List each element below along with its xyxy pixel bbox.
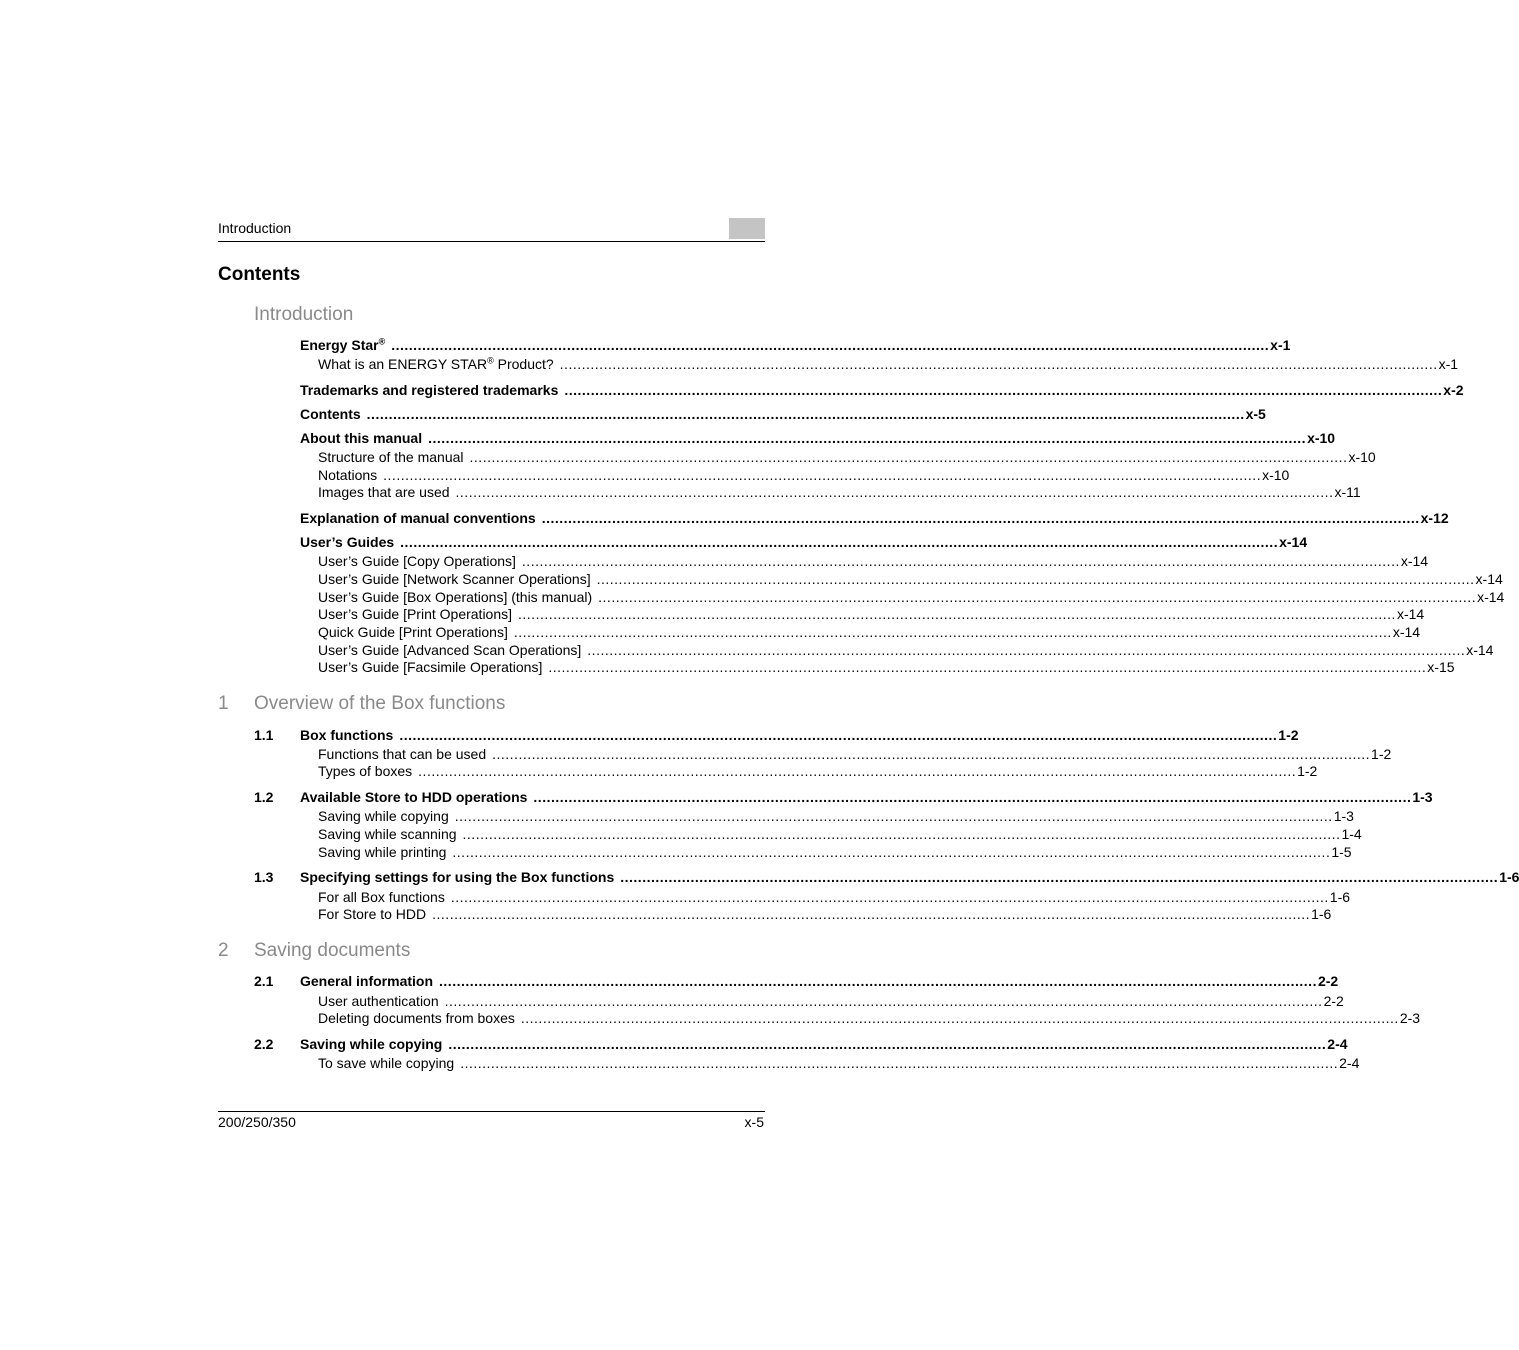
dot-leader: ........................................................................................................................................................................................................: [598, 589, 1477, 605]
dot-leader: ........................................................................................................................................................................................................: [444, 993, 1323, 1009]
toc-entry[interactable]: [318, 605, 1425, 623]
dot-leader: ........................................................................................................................................................................................................: [454, 808, 1333, 824]
dot-leader: ........................................................................................................................................................................................................: [620, 869, 1499, 885]
toc-label: What is an ENERGY STAR® Product?: [318, 355, 554, 372]
toc-page: x-10: [1262, 467, 1290, 483]
toc-entry[interactable]: [318, 843, 1352, 861]
chapter-title: Overview of the Box functions: [254, 693, 506, 714]
toc-entry[interactable]: [318, 641, 1494, 659]
toc-page: x-14: [1392, 624, 1421, 640]
section-number: 1.2: [254, 789, 274, 805]
dot-leader: ........................................................................................................................................................................................................: [391, 337, 1270, 353]
dot-leader: ........................................................................................................................................................................................................: [418, 763, 1297, 779]
toc-page: 1-2: [1371, 746, 1392, 762]
toc-page: 2-3: [1399, 1010, 1421, 1026]
toc-label: Box functions: [300, 727, 394, 743]
dot-leader: ........................................................................................................................................................................................................: [439, 973, 1317, 989]
chapter-number: 1: [218, 693, 229, 714]
toc-page: 1-2: [1297, 763, 1318, 779]
toc-label: User’s Guide [Network Scanner Operations]: [318, 571, 591, 587]
dot-leader: ........................................................................................................................................................................................................: [432, 906, 1311, 922]
footer-model: 200/250/350: [218, 1114, 296, 1130]
toc-page: 2-4: [1339, 1055, 1360, 1071]
toc-label: Trademarks and registered trademarks: [300, 382, 559, 398]
toc-label: Saving while copying: [318, 808, 449, 824]
toc-label: Saving while printing: [318, 844, 447, 860]
toc-page: x-14: [1400, 553, 1429, 569]
toc-label: User’s Guides: [300, 534, 395, 550]
toc-entry[interactable]: [300, 336, 1291, 354]
toc-page: 1-6: [1311, 906, 1332, 922]
dot-leader: ........................................................................................................................................................................................................: [587, 642, 1466, 658]
toc-label: User’s Guide [Copy Operations]: [318, 553, 516, 569]
toc-label: Structure of the manual: [318, 449, 464, 465]
toc-label: Saving while copying: [300, 1036, 443, 1052]
toc-page: 1-6: [1499, 869, 1519, 885]
toc-page: 1-2: [1278, 727, 1299, 743]
dot-leader: ........................................................................................................................................................................................................: [548, 659, 1427, 675]
toc-label: Explanation of manual conventions: [300, 510, 536, 526]
dot-leader: ........................................................................................................................................................................................................: [541, 510, 1420, 526]
toc-label: User’s Guide [Box Operations] (this manual): [318, 589, 593, 605]
dot-leader: ........................................................................................................................................................................................................: [399, 727, 1278, 743]
dot-leader: ........................................................................................................................................................................................................: [492, 746, 1371, 762]
dot-leader: ........................................................................................................................................................................................................: [455, 484, 1334, 500]
toc-page: x-14: [1466, 642, 1494, 658]
toc-label: User’s Guide [Advanced Scan Operations]: [318, 642, 582, 658]
toc-page: x-2: [1443, 382, 1464, 398]
section-number: 2.2: [254, 1036, 274, 1052]
toc-entry[interactable]: [300, 381, 1464, 399]
toc-entry[interactable]: [318, 905, 1332, 923]
toc-entry[interactable]: [318, 762, 1318, 780]
toc-entry[interactable]: [300, 788, 1433, 806]
running-header: Introduction: [218, 220, 292, 236]
toc-page: x-14: [1477, 589, 1505, 605]
toc-page: 2-4: [1327, 1036, 1348, 1052]
toc-entry[interactable]: [300, 972, 1339, 990]
toc-entry[interactable]: [318, 1054, 1360, 1072]
dot-leader: ........................................................................................................................................................................................................: [521, 553, 1400, 569]
toc-entry[interactable]: [318, 552, 1429, 570]
dot-leader: ........................................................................................................................................................................................................: [383, 467, 1262, 483]
toc-entry[interactable]: [318, 483, 1361, 501]
toc-entry[interactable]: [300, 405, 1266, 423]
toc-entry[interactable]: [318, 570, 1503, 588]
toc-entry[interactable]: [318, 448, 1376, 466]
toc-entry[interactable]: [300, 726, 1299, 744]
dot-leader: ........................................................................................................................................................................................................: [400, 534, 1279, 550]
toc-label: About this manual: [300, 430, 423, 446]
toc-page: x-15: [1427, 659, 1455, 675]
toc-label: Saving while scanning: [318, 826, 457, 842]
dot-leader: ........................................................................................................................................................................................................: [462, 826, 1341, 842]
toc-page: x-1: [1438, 356, 1459, 372]
toc-entry[interactable]: [318, 588, 1505, 606]
toc-page: x-12: [1420, 510, 1449, 526]
section-number: 1.3: [254, 869, 274, 885]
toc-entry[interactable]: [300, 1035, 1348, 1053]
toc-page: x-11: [1334, 484, 1361, 500]
dot-leader: ........................................................................................................................................................................................................: [564, 382, 1443, 398]
toc-page: 1-4: [1341, 826, 1362, 842]
toc-page: 1-3: [1333, 808, 1354, 824]
toc-entry[interactable]: [300, 509, 1449, 527]
dot-leader: ........................................................................................................................................................................................................: [366, 406, 1245, 422]
dot-leader: ........................................................................................................................................................................................................: [533, 789, 1412, 805]
toc-label: To save while copying: [318, 1055, 455, 1071]
section-number: 1.1: [254, 727, 274, 743]
toc-entry[interactable]: [318, 658, 1455, 676]
dot-leader: ........................................................................................................................................................................................................: [469, 449, 1348, 465]
toc-page: 2-2: [1323, 993, 1344, 1009]
chapter-number: 2: [218, 940, 229, 961]
chapter-title: Saving documents: [254, 940, 411, 961]
toc-page: x-10: [1307, 430, 1336, 446]
toc-label: User’s Guide [Facsimile Operations]: [318, 659, 543, 675]
toc-page: 1-5: [1331, 844, 1352, 860]
toc-page: 1-3: [1412, 789, 1433, 805]
footer-divider: [218, 1111, 765, 1112]
toc-label: Quick Guide [Print Operations]: [318, 624, 508, 640]
toc-entry[interactable]: [300, 868, 1519, 886]
toc-entry[interactable]: [300, 429, 1336, 447]
toc-label: Available Store to HDD operations: [300, 789, 528, 805]
toc-label: For Store to HDD: [318, 906, 427, 922]
toc-label: Energy Star®: [300, 336, 386, 353]
toc-entry[interactable]: [318, 466, 1290, 484]
toc-entry[interactable]: [318, 745, 1392, 763]
dot-leader: ........................................................................................................................................................................................................: [428, 430, 1307, 446]
toc-label: Contents: [300, 406, 361, 422]
dot-leader: ........................................................................................................................................................................................................: [518, 606, 1396, 622]
toc-label: For all Box functions: [318, 889, 445, 905]
toc-page: x-14: [1279, 534, 1308, 550]
toc-page: x-10: [1348, 449, 1376, 465]
toc-label: Functions that can be used: [318, 746, 487, 762]
page-title: Contents: [218, 264, 301, 285]
toc-entry[interactable]: [300, 533, 1308, 551]
toc-page: x-5: [1245, 406, 1266, 422]
toc-entry[interactable]: [318, 355, 1459, 373]
toc-label: Notations: [318, 467, 378, 483]
section-number: 2.1: [254, 973, 274, 989]
toc-label: User’s Guide [Print Operations]: [318, 606, 513, 622]
toc-entry[interactable]: [318, 623, 1421, 641]
dot-leader: ........................................................................................................................................................................................................: [452, 844, 1331, 860]
toc-entry[interactable]: [318, 888, 1351, 906]
dot-leader: ........................................................................................................................................................................................................: [520, 1010, 1399, 1026]
toc-entry[interactable]: [318, 1009, 1421, 1027]
toc-page: x-14: [1475, 571, 1503, 587]
toc-page: x-1: [1270, 337, 1291, 353]
dot-leader: ........................................................................................................................................................................................................: [460, 1055, 1339, 1071]
dot-leader: ........................................................................................................................................................................................................: [513, 624, 1392, 640]
dot-leader: ........................................................................................................................................................................................................: [448, 1036, 1327, 1052]
toc-page: 1-6: [1329, 889, 1351, 905]
toc-label: Specifying settings for using the Box functions: [300, 869, 615, 885]
dot-leader: ........................................................................................................................................................................................................: [596, 571, 1475, 587]
dot-leader: ........................................................................................................................................................................................................: [559, 356, 1438, 372]
toc-entry[interactable]: [318, 807, 1354, 825]
section-title: Introduction: [254, 304, 354, 325]
toc-label: Deleting documents from boxes: [318, 1010, 515, 1026]
toc-label: Images that are used: [318, 484, 450, 500]
toc-label: Types of boxes: [318, 763, 413, 779]
toc-entry[interactable]: [318, 825, 1362, 843]
header-divider: [218, 241, 765, 242]
dot-leader: ........................................................................................................................................................................................................: [450, 889, 1329, 905]
toc-page: x-14: [1396, 606, 1425, 622]
toc-label: General information: [300, 973, 434, 989]
toc-label: User authentication: [318, 993, 439, 1009]
toc-page: 2-2: [1317, 973, 1339, 989]
footer-page-number: x-5: [744, 1114, 764, 1130]
toc-entry[interactable]: [318, 992, 1344, 1010]
header-tab-marker: [729, 218, 765, 239]
